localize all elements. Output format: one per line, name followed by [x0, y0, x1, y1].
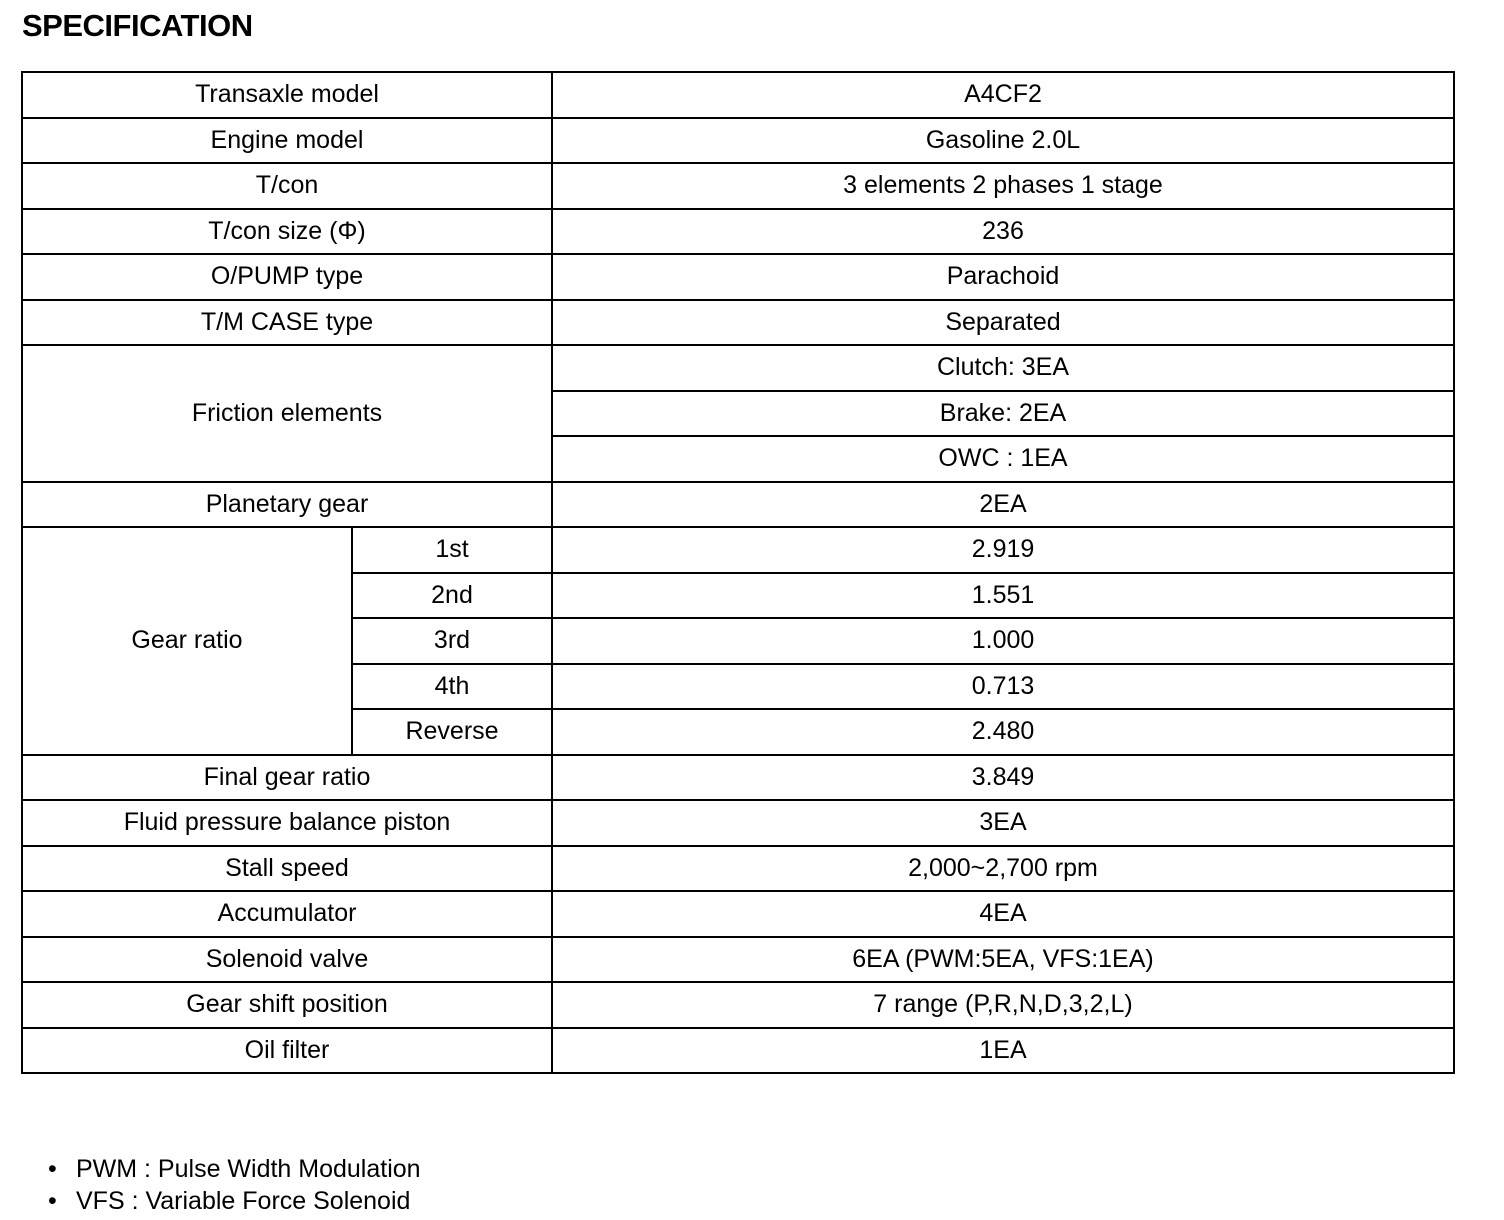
row-label: Oil filter [22, 1028, 552, 1074]
row-label: Solenoid valve [22, 937, 552, 983]
row-label: Gear ratio [22, 527, 352, 755]
row-value: 1.551 [552, 573, 1454, 619]
row-label: O/PUMP type [22, 254, 552, 300]
page-title: SPECIFICATION [22, 8, 253, 43]
row-label: T/con size (Φ) [22, 209, 552, 255]
table-row [22, 755, 1454, 801]
gear-label: 1st [352, 527, 552, 573]
row-value: 1EA [552, 1028, 1454, 1074]
row-label: T/M CASE type [22, 300, 552, 346]
row-label: Final gear ratio [22, 755, 552, 801]
row-label: Transaxle model [22, 72, 552, 118]
row-value: 3 elements 2 phases 1 stage [552, 163, 1454, 209]
table-row [22, 300, 1454, 346]
table-row [22, 1028, 1454, 1074]
row-value: Parachoid [552, 254, 1454, 300]
bullet-icon: • [48, 1187, 57, 1215]
row-value: 2.919 [552, 527, 1454, 573]
gear-label: 4th [352, 664, 552, 710]
row-label: Accumulator [22, 891, 552, 937]
table-row [22, 482, 1454, 528]
row-label: T/con [22, 163, 552, 209]
table-row [22, 891, 1454, 937]
gear-label: 3rd [352, 618, 552, 664]
row-value: Clutch: 3EA [552, 345, 1454, 391]
row-value: 3EA [552, 800, 1454, 846]
table-row [22, 72, 1454, 118]
table-row [22, 209, 1454, 255]
row-value: 6EA (PWM:5EA, VFS:1EA) [552, 937, 1454, 983]
row-label: Planetary gear [22, 482, 552, 528]
row-value: 0.713 [552, 664, 1454, 710]
row-value: A4CF2 [552, 72, 1454, 118]
row-value: 7 range (P,R,N,D,3,2,L) [552, 982, 1454, 1028]
table-row [22, 937, 1454, 983]
table-row [22, 118, 1454, 164]
footnotes [48, 1153, 421, 1217]
table-row [22, 846, 1454, 892]
list-item [48, 1185, 421, 1217]
row-value: 2EA [552, 482, 1454, 528]
row-value: Brake: 2EA [552, 391, 1454, 437]
row-value: 2,000~2,700 rpm [552, 846, 1454, 892]
specification-table [21, 71, 1455, 1074]
table-row [22, 982, 1454, 1028]
row-label: Fluid pressure balance piston [22, 800, 552, 846]
row-label: Gear shift position [22, 982, 552, 1028]
table-row [22, 254, 1454, 300]
row-value: 3.849 [552, 755, 1454, 801]
gear-label: 2nd [352, 573, 552, 619]
gear-label: Reverse [352, 709, 552, 755]
list-item [48, 1153, 421, 1185]
row-value: 2.480 [552, 709, 1454, 755]
bullet-icon: • [48, 1155, 57, 1183]
table-row [22, 527, 1454, 573]
footnote-text: PWM : Pulse Width Modulation [76, 1155, 421, 1183]
row-value: Gasoline 2.0L [552, 118, 1454, 164]
row-label: Friction elements [22, 345, 552, 482]
row-value: 1.000 [552, 618, 1454, 664]
row-value: Separated [552, 300, 1454, 346]
row-label: Engine model [22, 118, 552, 164]
footnote-text: VFS : Variable Force Solenoid [76, 1187, 411, 1215]
table-row [22, 800, 1454, 846]
table-row [22, 163, 1454, 209]
row-value: 236 [552, 209, 1454, 255]
row-label: Stall speed [22, 846, 552, 892]
row-value: 4EA [552, 891, 1454, 937]
row-value: OWC : 1EA [552, 436, 1454, 482]
table-row [22, 345, 1454, 391]
